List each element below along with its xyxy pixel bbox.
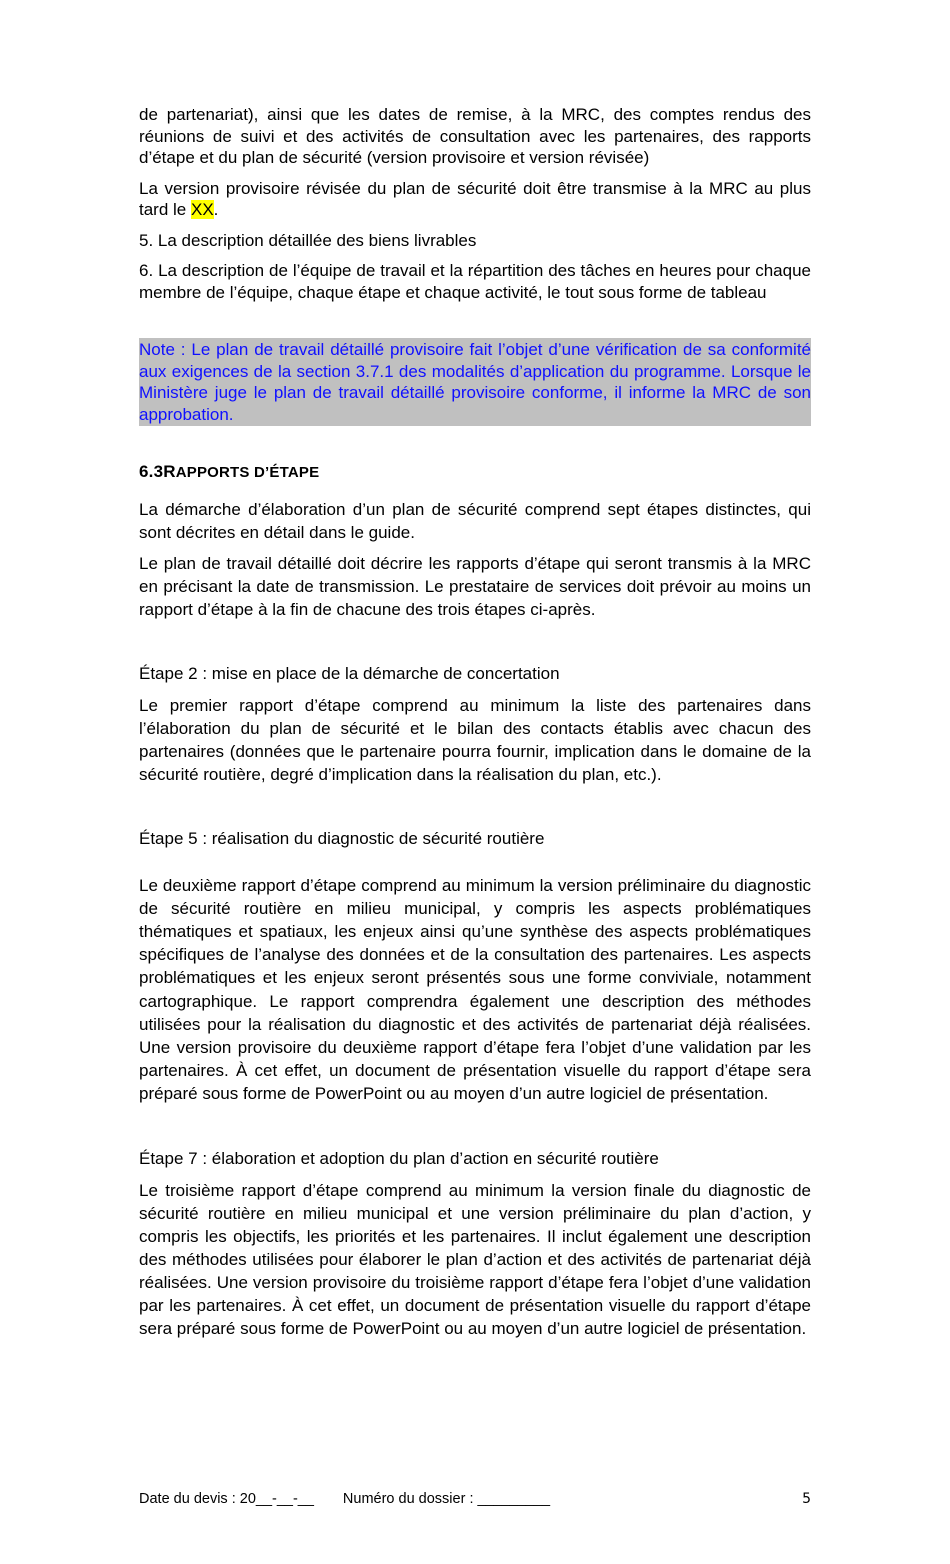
etape2-title: Étape 2 : mise en place de la démarche de concertation: [139, 663, 560, 683]
plan-paragraph: Le plan de travail détaillé doit décrire les rapports d’étape qui seront transmis à la MRC en précisant la date de transmission. Le prestataire de services doit prévoir au moins un rapport d’étape à la fin de chacune des trois étapes ci-après.: [139, 553, 811, 619]
quote-date-label: Date du devis : 20__-__-__: [139, 1491, 314, 1507]
page-footer: [139, 1491, 811, 1507]
etape7-title: Étape 7 : élaboration et adoption du plan d’action en sécurité routière: [139, 1148, 659, 1168]
note-box: Note : Le plan de travail détaillé provisoire fait l’objet d’une vérification de sa conformité aux exigences de la section 3.7.1 des modalités d’application du programme. Lorsque le Ministère juge le plan de travail détaillé provisoire conforme, il informe la MRC de son approbation.: [139, 338, 811, 426]
document-page: [139, 104, 811, 1340]
revised-version-suffix: .: [213, 200, 219, 219]
section-title: APPORTS D’ÉTAPE: [175, 464, 320, 481]
revised-version-text: La version provisoire révisée du plan de sécurité doit être transmise à la MRC au plus tard le: [139, 178, 811, 219]
etape5-body: Le deuxième rapport d’étape comprend au minimum la version préliminaire du diagnostic de sécurité routière en milieu municipal, y compris les aspects problématiques thématiques et spatiaux, les enjeux ainsi qu’une synthèse des aspects problématiques spécifiques de l’analyse des données et de la consultation des partenaires. Les aspects problématiques et les enjeux seront présentés sous une forme conviviale, notamment cartographique. Le rapport comprendra également une description des méthodes utilisées pour la réalisation du diagnostic et des activités de partenariat déjà réalisées. Une version provisoire du deuxième rapport d’étape fera l’objet d’une validation par les partenaires. À cet effet, un document de présentation visuelle du rapport d’étape sera préparé sous forme de PowerPoint ou au moyen d’un autre logiciel de présentation.: [139, 875, 811, 1104]
item-6: 6. La description de l’équipe de travail et la répartition des tâches en heures pour chaque membre de l’équipe, chaque étape et chaque activité, le tout sous forme de tableau: [139, 261, 811, 302]
item-5: 5. La description détaillée des biens livrables: [139, 230, 477, 250]
etape5-title: Étape 5 : réalisation du diagnostic de sécurité routière: [139, 829, 545, 848]
page-number: 5: [802, 1491, 811, 1507]
section-title-initial: R: [163, 462, 176, 481]
revised-version-paragraph: [139, 178, 811, 221]
section-number: 6.3: [139, 462, 164, 481]
intro-continued-paragraph: de partenariat), ainsi que les dates de remise, à la MRC, des comptes rendus des réunions de suivi et des activités de consultation avec les partenaires, des rapports d’étape et du plan de sécurité (version provisoire et version révisée): [139, 105, 811, 167]
etape7-body: Le troisième rapport d’étape comprend au minimum la version finale du diagnostic de sécurité routière en milieu municipal et une version préliminaire du plan d’action, y compris les objectifs, les priorités et les partenaires. Il inclut également une description des méthodes utilisées pour élaborer le plan d’action et des activités de partenariat déjà réalisées. Une version provisoire du troisième rapport d’étape fera l’objet d’une validation par les partenaires. À cet effet, un document de présentation visuelle du rapport d’étape sera préparé sous forme de PowerPoint ou au moyen d’un autre logiciel de présentation.: [139, 1181, 811, 1339]
section-heading: [139, 461, 811, 484]
demarche-paragraph: La démarche d’élaboration d’un plan de sécurité comprend sept étapes distinctes, qui sont décrites en détail dans le guide.: [139, 499, 811, 542]
file-number-label: Numéro du dossier : _________: [342, 1491, 551, 1507]
etape2-body: Le premier rapport d’étape comprend au minimum la liste des partenaires dans l’élaboration du plan de sécurité et le bilan des contacts établis avec chacun des partenaires (données que le partenaire pourra fournir, implication dans le domaine de la sécurité routière, degré d’implication dans la réalisation du plan, etc.).: [139, 696, 811, 784]
highlighted-date-placeholder: XX: [190, 200, 214, 219]
